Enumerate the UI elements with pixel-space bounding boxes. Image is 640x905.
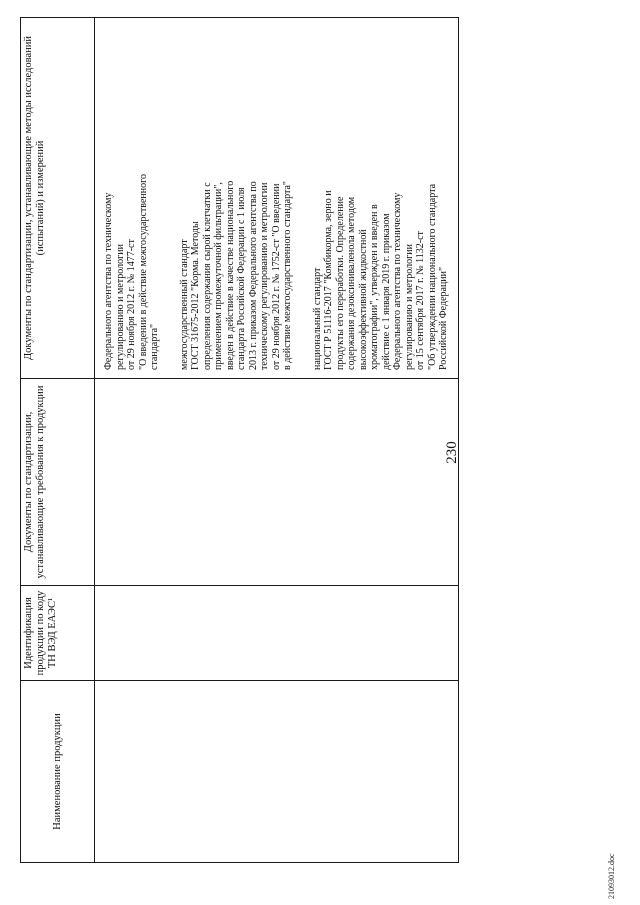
page-number: 230 <box>444 441 460 464</box>
file-reference: 21093012.doc <box>607 853 616 899</box>
header-requirement-docs: Документы по стандартизации, устанавливающие требования к продукции <box>21 379 95 586</box>
header-product-name: Наименование продукции <box>21 681 95 863</box>
standards-table <box>20 17 459 863</box>
table-row <box>95 18 459 863</box>
header-tn-ved-code: Идентификация продукции по коду ТН ВЭД ЕАЭС¹ <box>21 586 95 681</box>
method-doc-entry: Федерального агентства по техническому регулированию и метрологии от 29 ноября 2012 г. № 1477-ст "О введении в действие межгосударственного стандарта" <box>103 174 160 370</box>
cell-tn-ved-code <box>95 586 459 681</box>
method-doc-entry: национальный стандарт ГОСТ Р 51116-2017 "Комбикорма, зерно и продукты его переработки. Определение содержания дезоксиниваленола методом высокоэффективной жидкостной хроматографии", утвержден и введен в действие с 1 января 2019 г. приказом Федерального агентства по техническому регулированию и метрологии от 15 сентября 2017 г. № 1132-ст "Об утверждении национального стандарта Российской Федерации" <box>311 183 449 370</box>
cell-product-name <box>95 681 459 863</box>
table-header-row <box>21 18 95 863</box>
cell-method-docs <box>95 18 459 379</box>
header-method-docs: Документы по стандартизации, устанавливающие методы исследований (испытаний) и измерений <box>21 18 95 379</box>
cell-requirement-docs <box>95 379 459 586</box>
method-doc-entry: межгосударственный стандарт ГОСТ 31675-2012 "Корма. Методы определения содержания сырой клетчатки с применением промежуточной фильтрации", введен в действие в качестве национального стандарта Российской Федерации с 1 июля 2013 г. приказом Федерального агентства по техническому регулированию и метрологии от 29 ноября 2012 г. № 1752-ст "О введении в действие межгосударственного стандарта" <box>178 180 293 370</box>
